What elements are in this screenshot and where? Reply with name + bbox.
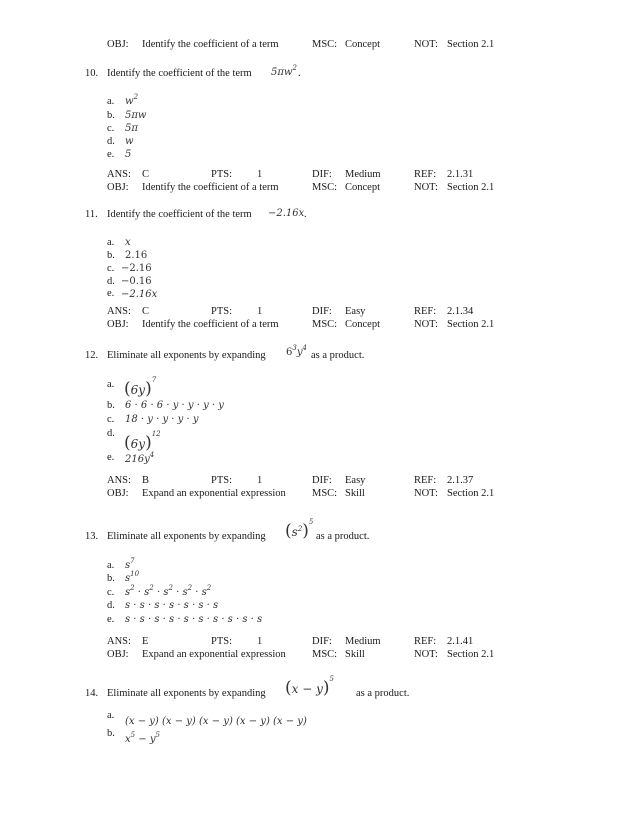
ans-value: C — [142, 306, 150, 317]
obj-value: Identify the coefficient of a term — [142, 39, 279, 50]
option-a[interactable]: $s^7$ — [125, 557, 135, 571]
pts-value: 1 — [257, 636, 263, 647]
option-letter: a. — [107, 710, 115, 721]
obj-value: Identify the coefficient of a term — [142, 319, 279, 330]
question-number: 10. — [85, 68, 99, 79]
ans-label: ANS: — [107, 169, 131, 180]
option-d[interactable]: s · s · s · s · s · s · s — [125, 600, 219, 611]
ref-value: 2.1.37 — [447, 475, 474, 486]
pts-label: PTS: — [211, 169, 233, 180]
option-letter: a. — [107, 560, 115, 571]
not-label: NOT: — [414, 649, 438, 660]
question-text: Eliminate all exponents by expanding — [107, 531, 266, 542]
option-letter: a. — [107, 379, 115, 390]
option-c[interactable]: $s^2 \cdot s^2 \cdot s^2 \cdot s^2 \cdot s^2$ — [125, 584, 212, 598]
option-b[interactable]: 6 · 6 · 6 · y · y · y · y — [125, 400, 224, 411]
dif-label: DIF: — [312, 306, 332, 317]
option-letter: e. — [107, 149, 115, 160]
question-text: Eliminate all exponents by expanding — [107, 688, 266, 699]
option-letter: c. — [107, 587, 115, 598]
ans-value: B — [142, 475, 150, 486]
option-b[interactable]: $s^{10}$ — [125, 570, 140, 584]
question-after: as a product. — [316, 531, 370, 542]
question-text: Eliminate all exponents by expanding — [107, 350, 266, 361]
question-text: Identify the coefficient of the term — [107, 209, 252, 220]
math-term: $(x - y)^5$ — [285, 675, 334, 698]
ref-value: 2.1.34 — [447, 306, 474, 317]
ans-label: ANS: — [107, 475, 131, 486]
not-value: Section 2.1 — [447, 649, 495, 660]
obj-value: Expand an exponential expression — [142, 488, 286, 499]
option-b[interactable]: $x^5 - y^5$ — [125, 731, 160, 745]
ref-label: REF: — [414, 475, 437, 486]
option-letter: b. — [107, 400, 115, 411]
option-a[interactable]: $(6y)^7$ — [124, 376, 157, 399]
option-e[interactable]: s · s · s · s · s · s · s · s · s · s — [125, 614, 263, 625]
option-e[interactable]: 5 — [125, 149, 132, 160]
not-label: NOT: — [414, 182, 438, 193]
obj-label: OBJ: — [107, 39, 129, 50]
ref-label: REF: — [414, 636, 437, 647]
question-after: as a product. — [311, 350, 365, 361]
math-term: −2.16x — [268, 208, 305, 219]
not-value: Section 2.1 — [447, 182, 495, 193]
option-letter: c. — [107, 123, 115, 134]
question-number: 11. — [85, 209, 98, 220]
option-letter: d. — [107, 428, 115, 439]
option-e[interactable]: $216y^4$ — [125, 451, 155, 465]
option-letter: b. — [107, 250, 115, 261]
obj-label: OBJ: — [107, 319, 129, 330]
option-letter: b. — [107, 110, 115, 121]
option-letter: e. — [107, 288, 115, 299]
msc-value: Skill — [345, 488, 365, 499]
dif-value: Medium — [345, 636, 381, 647]
option-letter: d. — [107, 276, 115, 287]
math-term: $6^3y^4$ — [286, 344, 307, 358]
pts-label: PTS: — [211, 306, 233, 317]
msc-value: Skill — [345, 649, 365, 660]
ref-label: REF: — [414, 169, 437, 180]
msc-value: Concept — [345, 39, 380, 50]
option-c[interactable]: 5π — [125, 123, 138, 134]
option-letter: c. — [107, 414, 115, 425]
ans-label: ANS: — [107, 636, 131, 647]
msc-label: MSC: — [312, 319, 338, 330]
option-letter: b. — [107, 728, 115, 739]
ans-label: ANS: — [107, 306, 131, 317]
obj-label: OBJ: — [107, 182, 129, 193]
option-letter: a. — [107, 96, 115, 107]
pts-label: PTS: — [211, 475, 233, 486]
msc-label: MSC: — [312, 39, 338, 50]
not-label: NOT: — [414, 39, 438, 50]
obj-label: OBJ: — [107, 488, 129, 499]
option-e[interactable]: −2.16x — [121, 289, 158, 300]
dif-value: Easy — [345, 475, 366, 486]
option-letter: e. — [107, 452, 115, 463]
option-c[interactable]: 18 · y · y · y · y — [125, 414, 199, 425]
ans-value: E — [142, 636, 149, 647]
ref-label: REF: — [414, 306, 437, 317]
option-a[interactable]: x — [125, 237, 131, 248]
option-letter: d. — [107, 136, 115, 147]
question-number: 12. — [85, 350, 99, 361]
dif-label: DIF: — [312, 169, 332, 180]
option-d[interactable]: −0.16 — [121, 276, 152, 287]
option-letter: e. — [107, 614, 115, 625]
option-d[interactable]: w — [125, 136, 134, 147]
dif-label: DIF: — [312, 636, 332, 647]
pts-value: 1 — [257, 169, 263, 180]
pts-value: 1 — [257, 306, 263, 317]
question-end: . — [304, 209, 307, 220]
option-letter: a. — [107, 237, 115, 248]
ans-value: C — [142, 169, 150, 180]
option-a[interactable]: $w^2$ — [125, 93, 139, 107]
math-term: $(s^2)^5$ — [285, 518, 314, 541]
msc-label: MSC: — [312, 488, 338, 499]
option-letter: c. — [107, 263, 115, 274]
option-a[interactable]: (x − y) (x − y) (x − y) (x − y) (x − y) — [125, 716, 307, 727]
option-d[interactable]: $(6y)^{12}$ — [124, 430, 161, 453]
question-end: . — [298, 68, 301, 79]
dif-value: Medium — [345, 169, 381, 180]
option-b[interactable]: 5πw — [125, 110, 147, 121]
question-number: 13. — [85, 531, 99, 542]
not-label: NOT: — [414, 488, 438, 499]
dif-label: DIF: — [312, 475, 332, 486]
question-text: Identify the coefficient of the term — [107, 68, 252, 79]
question-number: 14. — [85, 688, 99, 699]
not-value: Section 2.1 — [447, 39, 495, 50]
msc-label: MSC: — [312, 182, 338, 193]
msc-value: Concept — [345, 319, 380, 330]
ref-value: 2.1.31 — [447, 169, 474, 180]
obj-value: Identify the coefficient of a term — [142, 182, 279, 193]
dif-value: Easy — [345, 306, 366, 317]
question-after: as a product. — [356, 688, 410, 699]
msc-label: MSC: — [312, 649, 338, 660]
option-letter: b. — [107, 573, 115, 584]
obj-label: OBJ: — [107, 649, 129, 660]
option-b[interactable]: 2.16 — [125, 250, 148, 261]
pts-value: 1 — [257, 475, 263, 486]
not-value: Section 2.1 — [447, 319, 495, 330]
option-letter: d. — [107, 600, 115, 611]
msc-value: Concept — [345, 182, 380, 193]
obj-value: Expand an exponential expression — [142, 649, 286, 660]
option-c[interactable]: −2.16 — [121, 263, 152, 274]
math-term: $5\pi w^2$ — [271, 64, 297, 78]
ref-value: 2.1.41 — [447, 636, 474, 647]
not-value: Section 2.1 — [447, 488, 495, 499]
pts-label: PTS: — [211, 636, 233, 647]
not-label: NOT: — [414, 319, 438, 330]
